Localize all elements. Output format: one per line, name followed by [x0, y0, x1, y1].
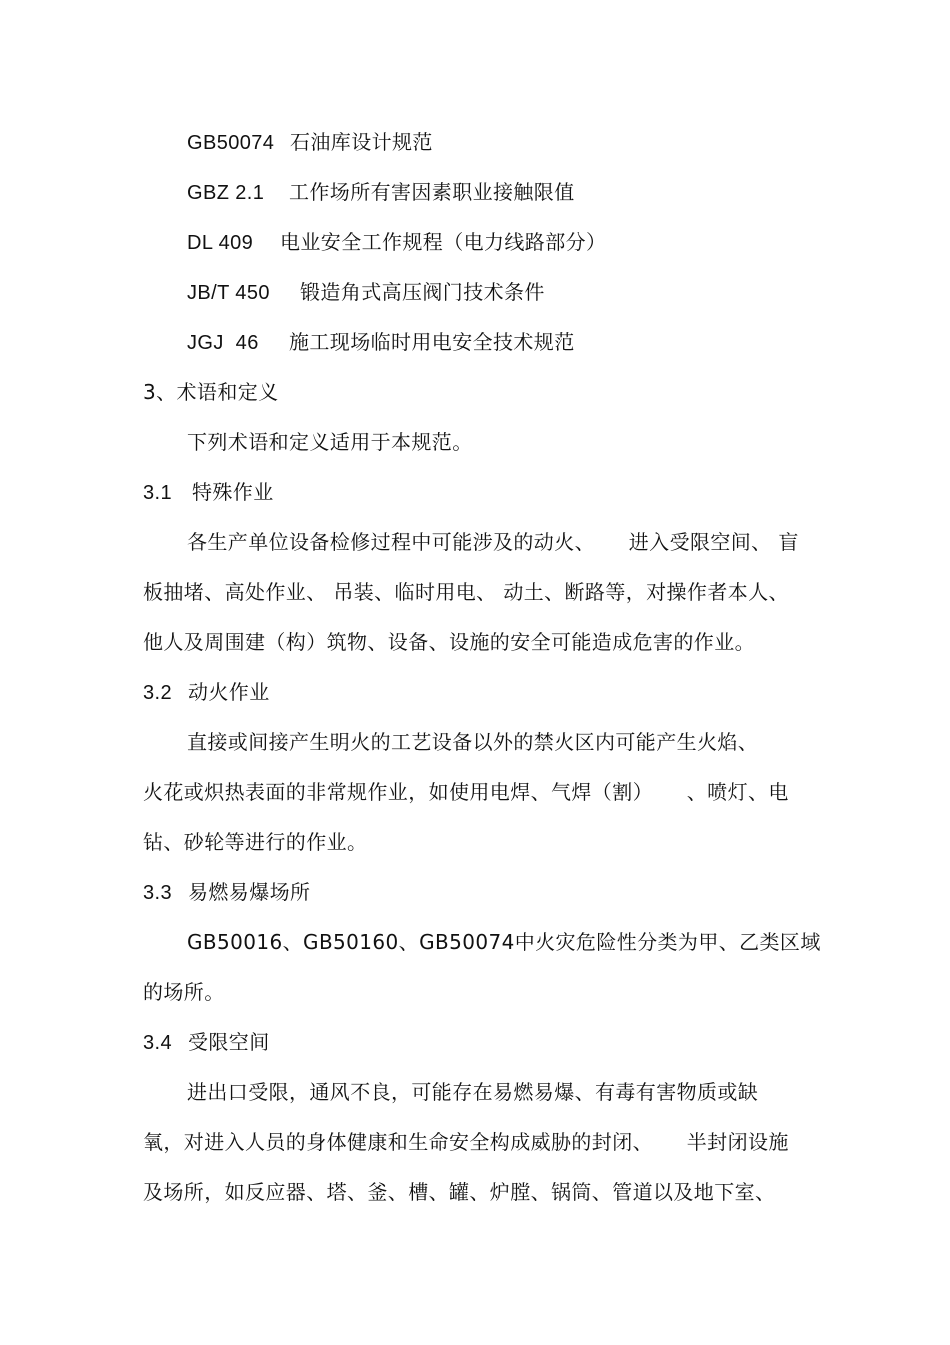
- standard-code: GBZ 2.1: [187, 182, 265, 204]
- standard-title: 工作场所有害因素职业接触限值: [289, 180, 575, 204]
- standard-title: 电业安全工作规程（电力线路部分）: [280, 230, 607, 254]
- section-heading: 3、术语和定义: [143, 380, 279, 404]
- paragraph-line: 板抽堵、高处作业、 吊装、临时用电、 动土、断路等，对操作者本人、: [143, 580, 789, 604]
- paragraph-line: 各生产单位设备检修过程中可能涉及的动火、 进入受限空间、 盲: [187, 530, 799, 554]
- paragraph-line: GB50016、GB50160、GB50074中火灾危险性分类为甲、乙类区域: [187, 930, 821, 954]
- standard-item: [187, 129, 433, 156]
- standard-code: JB/T 450: [187, 282, 270, 304]
- standard-item: [187, 179, 575, 206]
- standard-item: [187, 229, 606, 256]
- standard-item: [187, 329, 575, 356]
- term-number: 3.1: [143, 482, 173, 504]
- paragraph-line: 进出口受限，通风不良，可能存在易燃易爆、有毒有害物质或缺: [187, 1080, 759, 1104]
- standard-item: [187, 279, 545, 306]
- standard-code: JGJ 46: [187, 332, 259, 354]
- paragraph-line: 氧，对进入人员的身体健康和生命安全构成威胁的封闭、 半封闭设施: [143, 1130, 789, 1154]
- term-heading: [143, 479, 274, 506]
- standard-code: DL 409: [187, 232, 254, 254]
- term-heading: [143, 879, 310, 906]
- standard-code: GB50074: [187, 132, 275, 154]
- term-heading: [143, 1029, 270, 1056]
- section-intro: 下列术语和定义适用于本规范。: [187, 430, 473, 454]
- paragraph-line: 的场所。: [143, 980, 225, 1004]
- term-number: 3.2: [143, 682, 173, 704]
- standard-title: 施工现场临时用电安全技术规范: [289, 330, 575, 354]
- term-title: 动火作业: [188, 680, 270, 704]
- paragraph-line: 直接或间接产生明火的工艺设备以外的禁火区内可能产生火焰、: [187, 730, 759, 754]
- paragraph-line: 他人及周围建（构）筑物、设备、设施的安全可能造成危害的作业。: [143, 630, 755, 654]
- term-number: 3.4: [143, 1032, 173, 1054]
- standard-title: 石油库设计规范: [290, 130, 433, 154]
- term-title: 受限空间: [188, 1030, 270, 1054]
- paragraph-line: 火花或炽热表面的非常规作业，如使用电焊、气焊（割） 、喷灯、电: [143, 780, 789, 804]
- term-title: 特殊作业: [192, 480, 274, 504]
- standard-title: 锻造角式高压阀门技术条件: [300, 280, 545, 304]
- term-number: 3.3: [143, 882, 173, 904]
- paragraph-line: 钻、砂轮等进行的作业。: [143, 830, 368, 854]
- term-heading: [143, 679, 270, 706]
- paragraph-line: 及场所，如反应器、塔、釜、槽、罐、炉膛、锅筒、管道以及地下室、: [143, 1180, 776, 1204]
- term-title: 易燃易爆场所: [188, 880, 311, 904]
